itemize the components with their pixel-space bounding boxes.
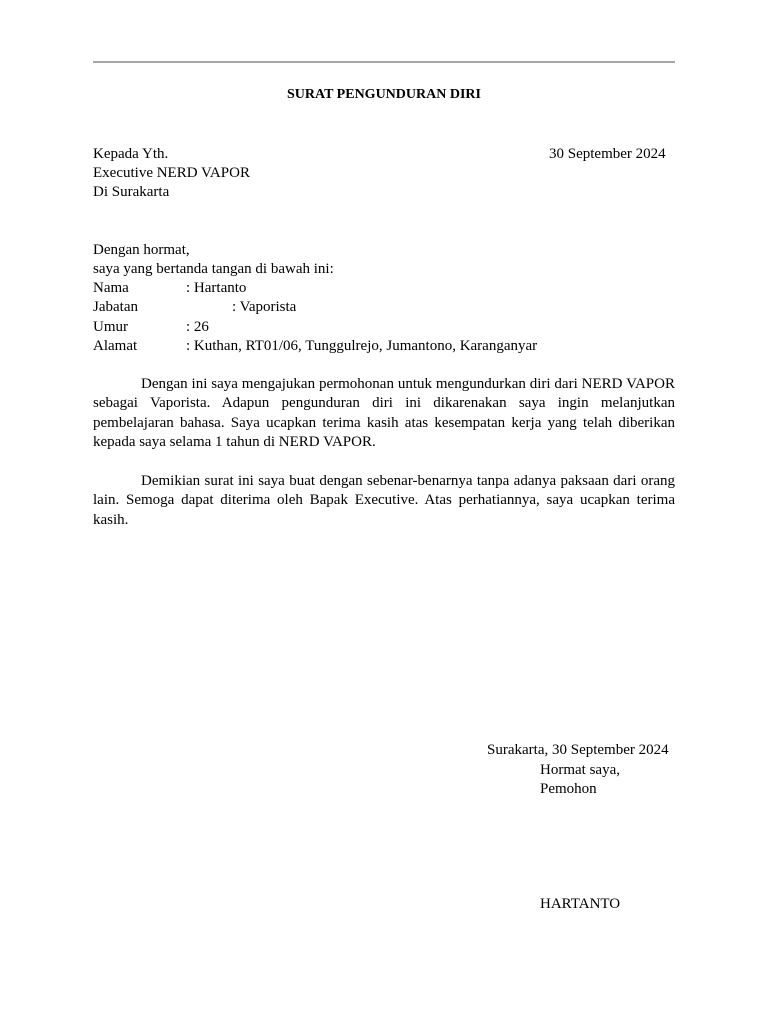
closing-role: Pemohon [540,781,597,797]
field-value-nama: : Hartanto [186,280,247,296]
field-value-alamat: : Kuthan, RT01/06, Tunggulrejo, Jumantono, Karanganyar [186,338,538,354]
body-paragraph-1: Dengan ini saya mengajukan permohonan untuk mengundurkan diri dari NERD VAPOR sebagai Vaporista. Adapun pengunduran diri ini dikarenakan saya ingin melanjutkan pembelajaran bahasa. Saya ucapkan terima kasih atas kesempatan kerja yang telah diberikan kepada saya selama 1 tahun di NERD VAPOR. [93,376,675,450]
greeting: Dengan hormat, [93,242,190,258]
intro-line: saya yang bertanda tangan di bawah ini: [93,261,334,277]
closing-regards: Hormat saya, [540,762,620,778]
recipient-line-2: Executive NERD VAPOR [93,165,250,181]
field-label-jabatan: Jabatan [93,299,138,315]
letter-title: SURAT PENGUNDURAN DIRI [287,87,481,102]
field-label-alamat: Alamat [93,338,138,354]
letter-date: 30 September 2024 [549,146,666,162]
field-value-jabatan: : Vaporista [232,299,297,315]
recipient-line-1: Kepada Yth. [93,146,169,162]
header-rule [93,61,675,63]
signer-name: HARTANTO [540,896,621,912]
body-paragraph-2: Demikian surat ini saya buat dengan sebenar-benarnya tanpa adanya paksaan dari orang lain. Semoga dapat diterima oleh Bapak Executive. Atas perhatiannya, saya ucapkan terima kasih. [93,473,675,528]
closing-place-date: Surakarta, 30 September 2024 [487,742,669,758]
field-label-nama: Nama [93,280,129,296]
recipient-line-3: Di Surakarta [93,184,170,200]
field-value-umur: : 26 [186,319,209,335]
field-label-umur: Umur [93,319,128,335]
